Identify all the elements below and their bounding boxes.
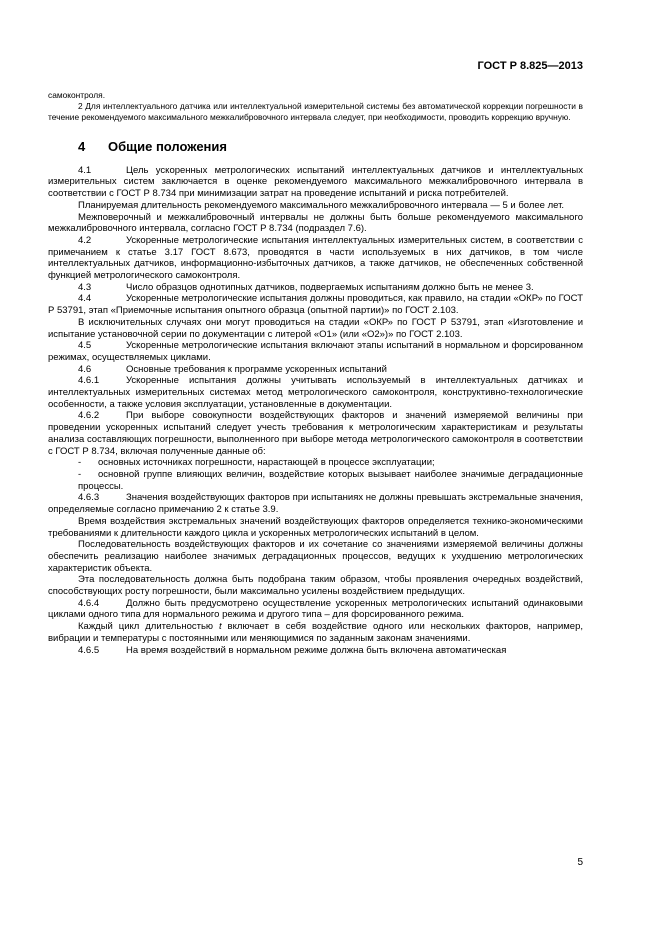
clause-text: включает в себя воздействие одного или нескольких факторов, например, вибрации и температуры с постоянными или меняющимися по заданным законам значениями. [48, 621, 583, 644]
clause-4-4 [48, 293, 583, 316]
clause-4-1 [48, 165, 583, 200]
list-item-text: основной группе влияющих величин, воздействие которых вызывает наиболее значимые деградационные процессы. [78, 468, 583, 492]
clause-number: 4.1 [78, 164, 92, 176]
clause-text: При выборе совокупности воздействующих факторов и значений измеряемой величины при проведении ускоренных испытаний следует учесть требования к метрологическим характеристикам и результаты анализа составляющих погрешности, выполненного при выборе метода метрологического самоконтроля в соответствии с ГОСТ Р 8.734, включая полученные данные об: [48, 410, 583, 457]
clause-4-6 [48, 364, 583, 376]
clause-4-1-paragraph-c: Межповерочный и межкалибровочный интервалы не должны быть больше рекомендуемого максимального межкалибровочного интервала, согласно ГОСТ Р 8.734 (подраздел 7.6). [48, 211, 583, 235]
note-continuation: самоконтроля. [48, 90, 106, 100]
page-number: 5 [577, 857, 583, 868]
clause-4-1-paragraph-b: Планируемая длительность рекомендуемого максимального межкалибровочного интервала — 5 и более лет. [78, 199, 565, 211]
clause-text: Должно быть предусмотрено осуществление ускоренных метрологических испытаний одинаковыми циклами одного типа для нормального режима и другого типа – для форсированного режима. [48, 597, 583, 621]
list-item [48, 457, 583, 469]
clause-4-6-2 [48, 410, 583, 457]
clause-4-4-paragraph-b: В исключительных случаях они могут проводиться на стадии «ОКР» по ГОСТ Р 53791, этап «Изготовление и испытание установочной серии по документации с литерой «О1» (или «О2»)» по ГОСТ 2.103. [48, 316, 583, 340]
clause-text: Каждый цикл длительностью [78, 621, 219, 633]
clause-number: 4.5 [78, 340, 92, 352]
clause-text: На время воздействий в нормальном режиме должна быть включена автоматическая [126, 644, 507, 656]
clause-4-6-3 [48, 492, 583, 515]
clause-4-6-4-paragraph-b [48, 621, 583, 644]
clause-text: Число образцов однотипных датчиков, подвергаемых испытаниям должно быть не менее 3. [126, 281, 534, 293]
clause-text: Ускоренные испытания должны учитывать используемый в интеллектуальных датчиках и интеллектуальных измерительных системах метод метрологического самоконтроля, конструктивно-технологические особенности, а также условия эксплуатации, установленные в документации. [48, 375, 583, 410]
clause-text: Ускоренные метрологические испытания интеллектуальных измерительных систем, в соответствии с примечанием к статье 3.17 ГОСТ 8.673, проводятся в части используемых в них датчиков, в том числе интеллектуальных датчиков, информационно-избыточных датчиков, а также датчиков, не обеспеченных собственной функцией метрологического самоконтроля. [48, 234, 583, 282]
section-heading [78, 141, 583, 153]
notes-block [48, 90, 583, 123]
list-item [48, 469, 583, 492]
clause-number: 4.6.3 [78, 492, 100, 504]
list-item-text: основных источниках погрешности, нарастающей в процессе эксплуатации; [98, 457, 435, 469]
clause-4-6-4 [48, 598, 583, 621]
clause-4-6-3-paragraph-c: Последовательность воздействующих факторов и их сочетание со значениями измеряемой величины должны обеспечить реализацию наиболее значимых деградационных процессов, ведущих к ухудшению метрологических характеристик объекта. [48, 539, 583, 574]
standard-id-header: ГОСТ Р 8.825—2013 [477, 60, 583, 72]
clause-4-6-5 [48, 645, 583, 657]
clause-text: Цель ускоренных метрологических испытаний интеллектуальных датчиков и интеллектуальных измерительных систем заключается в оценке рекомендуемого максимального межкалибровочного интервала в соответствии с ГОСТ Р 8.734 при минимизации затрат на проведение испытаний и риска потребителей. [48, 164, 583, 200]
clause-4-6-3-paragraph-b: Время воздействия экстремальных значений воздействующих факторов определяется технико-экономическими требованиями к длительности каждого цикла и ускоренных метрологических испытаний в целом. [48, 515, 583, 539]
clause-4-6-3-paragraph-d: Эта последовательность должна быть подобрана таким образом, чтобы проявления очередных воздействий, способствующих росту погрешности, были максимально усилены воздействием предыдущих. [48, 574, 583, 598]
clause-number: 4.6.1 [78, 375, 100, 387]
clause-number: 4.6.4 [78, 597, 100, 609]
clause-4-6-1 [48, 375, 583, 410]
variable-t: t [218, 621, 222, 633]
clause-text: Значения воздействующих факторов при испытаниях не должны превышать экстремальные значения, определяемые согласно примечанию 2 к статье 3.9. [48, 492, 583, 516]
clause-4-2 [48, 235, 583, 282]
clause-number: 4.4 [78, 293, 92, 305]
clause-number: 4.2 [78, 234, 92, 246]
page-body [48, 90, 583, 656]
clause-4-3 [48, 282, 583, 294]
clause-4-5 [48, 340, 583, 363]
dash-marker: - [78, 468, 82, 480]
clause-number: 4.6.2 [78, 410, 100, 422]
clause-number: 4.3 [78, 281, 92, 293]
clause-number: 4.6 [78, 363, 92, 375]
section-number: 4 [78, 139, 86, 154]
clause-number: 4.6.5 [78, 644, 100, 656]
section-title: Общие положения [108, 139, 227, 154]
clause-text: Основные требования к программе ускоренных испытаний [126, 363, 387, 375]
note-2: 2 Для интеллектуального датчика или интеллектуальной измерительной системы без автоматической коррекции погрешности в течение рекомендуемого максимального межкалибровочного интервала следует, при необходимости, проводить коррекцию вручную. [48, 101, 583, 122]
dash-marker: - [78, 457, 82, 469]
clause-text: Ускоренные метрологические испытания включают этапы испытаний в нормальном и форсированном режимах, осуществляемых циклами. [48, 340, 583, 363]
clause-text: Ускоренные метрологические испытания должны проводиться, как правило, на стадии «ОКР» по ГОСТ Р 53791, этап «Приемочные испытания опытного образца (опытной партии)» по ГОСТ 2.103. [48, 293, 583, 317]
